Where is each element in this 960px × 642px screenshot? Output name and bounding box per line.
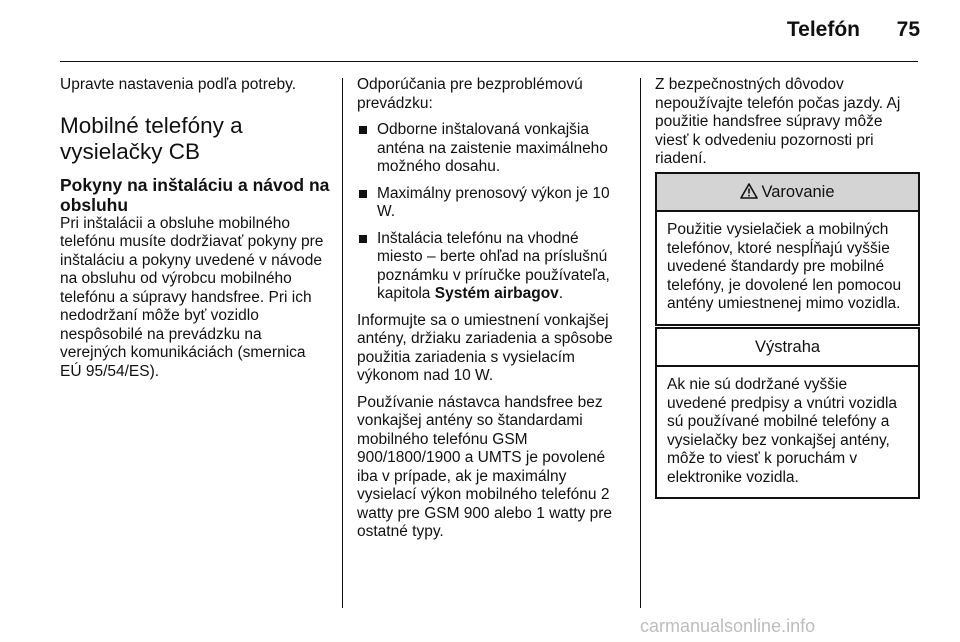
bullet-square-icon (359, 235, 367, 243)
safety-intro-text: Z bezpečnostných dôvodov nepoužívajte telefón počas jazdy. Aj použitie handsfree súpravy môže viesť k odvedeniu pozornosti pri riadení. (655, 76, 901, 167)
header-divider (60, 61, 918, 62)
warning-title: Varovanie (761, 183, 835, 201)
watermark: carmanualsonline.info (640, 616, 816, 636)
warning-body: Použitie vysielačiek a mobilných telefónov, ktoré nespĺňajú vyššie uvedené štandardy pre mobilné telefóny, je dovolené len pomocou antény umiestnenej mimo vozidla. (667, 221, 902, 312)
section-heading: Mobilné telefóny a vysielačky CB (60, 112, 243, 164)
installation-instructions-text: Pri inštalácii a obsluhe mobilného telefónu musíte dodržiavať pokyny pre inštaláciu a pokyny uvedené v návode na obsluhu od výrobcu mobilného telefónu a súpravy handsfree. Pri ich nedodržaní môže byť vozidlo nespôsobilé na prevádzku na verejných komunikáciách (smernica EÚ 95/54/ES). (60, 214, 324, 380)
list-item-text: Maximálny prenosový výkon je 10 W. (377, 184, 610, 220)
column-divider-2 (640, 78, 641, 608)
column-divider-1 (342, 78, 343, 608)
caution-box (655, 327, 920, 499)
warning-header (657, 174, 918, 212)
column-1 (60, 76, 330, 389)
warning-box (655, 172, 920, 326)
bullet-square-icon (359, 126, 367, 134)
handsfree-info-text: Používanie nástavca handsfree bez vonkajšej antény so štandardami mobilného telefónu GSM 900/1800/1900 a UMTS je povolené iba v prípade, ak je maximálny vysielací výkon mobilného telefónu 2 watty pre GSM 900 alebo 1 watty pre ostatné typy. (357, 393, 613, 540)
airbag-chapter-reference: Systém airbagov (434, 285, 559, 302)
recommendations-list (357, 121, 627, 304)
antenna-info-text: Informujte sa o umiestnení vonkajšej antény, držiaku zariadenia a spôsobe použitia zariadenia s vysielacím výkonom nad 10 W. (357, 311, 613, 384)
column-2 (357, 76, 627, 550)
list-item-text: Inštalácia telefónu na vhodné miesto – berte ohľad na príslušnú poznámku v príručke používateľa, kapitola (377, 229, 610, 302)
caution-title: Výstraha (754, 338, 821, 356)
intro-text: Upravte nastavenia podľa potreby. (60, 76, 297, 93)
list-item (357, 121, 627, 177)
recommendations-intro: Odporúčania pre bezproblémovú prevádzku: (357, 76, 583, 112)
page-number: 75 (896, 18, 920, 41)
page-header-title: Telefón (786, 18, 860, 41)
bullet-square-icon (359, 190, 367, 198)
column-3 (655, 76, 920, 177)
list-item-end: . (558, 285, 564, 302)
list-item (357, 230, 627, 304)
list-item (357, 185, 627, 222)
caution-body: Ak nie sú dodržané vyššie uvedené predpisy a vnútri vozidla sú používané mobilné telefóny a vysielačky bez vonkajšej antény, môže to viesť k poruchám v elektronike vozidla. (667, 376, 898, 486)
warning-triangle-icon (740, 183, 758, 199)
caution-header (657, 329, 918, 367)
list-item-text: Odborne inštalovaná vonkajšia anténa na zaistenie maximálneho možného dosahu. (377, 121, 608, 175)
subsection-heading: Pokyny na inštaláciu a návod na obsluhu (60, 174, 330, 215)
